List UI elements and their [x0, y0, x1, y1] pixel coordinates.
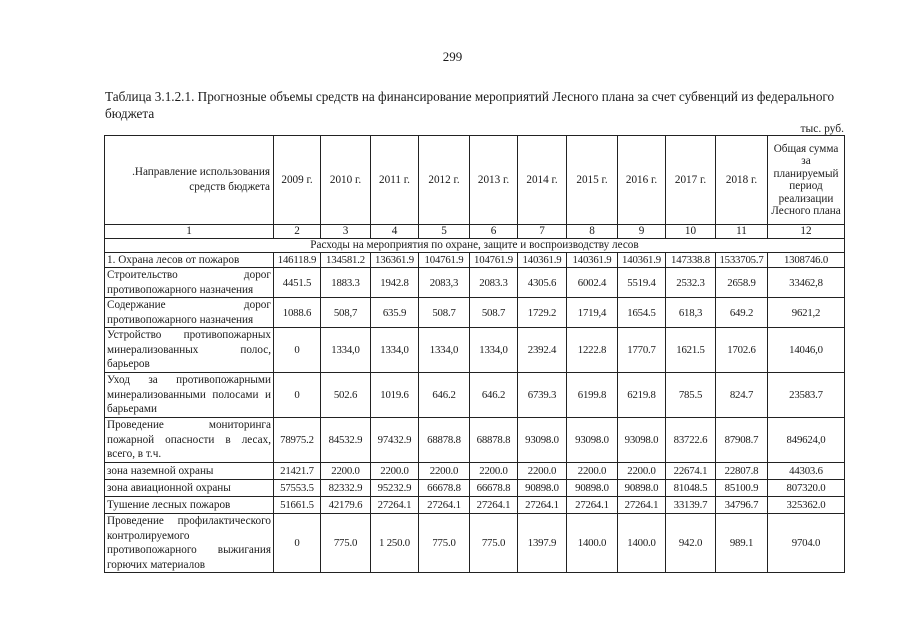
- cell-value: 775.0: [419, 514, 470, 573]
- cell-value: 508.7: [419, 298, 470, 328]
- row-label: Содержание дорог противопожарного назначения: [105, 298, 274, 328]
- cell-value: 1400.0: [618, 514, 666, 573]
- cell-value: 27264.1: [518, 497, 567, 514]
- cell-value: 1397.9: [518, 514, 567, 573]
- table-row: [105, 298, 845, 328]
- cell-value: 2200.0: [470, 463, 518, 480]
- cell-value: 78975.2: [274, 418, 321, 463]
- cell-value: 90898.0: [567, 480, 618, 497]
- cell-value: 1702.6: [716, 328, 768, 373]
- column-number: 10: [666, 225, 716, 239]
- cell-value: 85100.9: [716, 480, 768, 497]
- cell-value: 6219.8: [618, 373, 666, 418]
- cell-value: 34796.7: [716, 497, 768, 514]
- table-row: [105, 253, 845, 268]
- cell-value: 68878.8: [470, 418, 518, 463]
- header-year: 2009 г.: [274, 136, 321, 225]
- header-total: Общая сумма за планируемый период реализации Лесного плана: [768, 136, 845, 225]
- cell-value: 508,7: [321, 298, 371, 328]
- cell-value: 84532.9: [321, 418, 371, 463]
- column-number: 11: [716, 225, 768, 239]
- column-number: 7: [518, 225, 567, 239]
- cell-value: 2200.0: [321, 463, 371, 480]
- cell-value: 136361.9: [371, 253, 419, 268]
- row-label: Устройство противопожарных минерализованных полос, барьеров: [105, 328, 274, 373]
- cell-value: 1942.8: [371, 268, 419, 298]
- cell-value: 22807.8: [716, 463, 768, 480]
- table-row: [105, 418, 845, 463]
- cell-value: 1222.8: [567, 328, 618, 373]
- header-row: [105, 136, 845, 225]
- cell-value: 66678.8: [470, 480, 518, 497]
- cell-value: 44303.6: [768, 463, 845, 480]
- cell-value: 27264.1: [371, 497, 419, 514]
- cell-value: 66678.8: [419, 480, 470, 497]
- cell-value: 1883.3: [321, 268, 371, 298]
- cell-value: 649.2: [716, 298, 768, 328]
- row-label: Проведение мониторинга пожарной опасности в лесах, всего, в т.ч.: [105, 418, 274, 463]
- cell-value: 2083,3: [419, 268, 470, 298]
- cell-value: 68878.8: [419, 418, 470, 463]
- cell-value: 775.0: [470, 514, 518, 573]
- cell-value: 140361.9: [618, 253, 666, 268]
- header-year: 2017 г.: [666, 136, 716, 225]
- header-year: 2011 г.: [371, 136, 419, 225]
- cell-value: 1533705.7: [716, 253, 768, 268]
- header-direction: .Направление использования средств бюджета: [105, 136, 274, 225]
- column-number: 1: [105, 225, 274, 239]
- cell-value: 23583.7: [768, 373, 845, 418]
- cell-value: 140361.9: [567, 253, 618, 268]
- cell-value: 146118.9: [274, 253, 321, 268]
- cell-value: 1770.7: [618, 328, 666, 373]
- cell-value: 502.6: [321, 373, 371, 418]
- cell-value: 1621.5: [666, 328, 716, 373]
- cell-value: 83722.6: [666, 418, 716, 463]
- cell-value: 2083.3: [470, 268, 518, 298]
- cell-value: 2200.0: [567, 463, 618, 480]
- cell-value: 95232.9: [371, 480, 419, 497]
- cell-value: 87908.7: [716, 418, 768, 463]
- cell-value: 1654.5: [618, 298, 666, 328]
- row-label: 1. Охрана лесов от пожаров: [105, 253, 274, 268]
- cell-value: 104761.9: [470, 253, 518, 268]
- table-row: [105, 373, 845, 418]
- page-number: 299: [442, 49, 463, 64]
- cell-value: 27264.1: [618, 497, 666, 514]
- cell-value: 2392.4: [518, 328, 567, 373]
- cell-value: 849624,0: [768, 418, 845, 463]
- cell-value: 81048.5: [666, 480, 716, 497]
- header-year: 2013 г.: [470, 136, 518, 225]
- budget-table: [104, 135, 845, 573]
- cell-value: 42179.6: [321, 497, 371, 514]
- cell-value: 27264.1: [567, 497, 618, 514]
- cell-value: 6739.3: [518, 373, 567, 418]
- cell-value: 0: [274, 514, 321, 573]
- cell-value: 57553.5: [274, 480, 321, 497]
- cell-value: 33139.7: [666, 497, 716, 514]
- cell-value: 0: [274, 373, 321, 418]
- cell-value: 27264.1: [419, 497, 470, 514]
- cell-value: 775.0: [321, 514, 371, 573]
- cell-value: 635.9: [371, 298, 419, 328]
- cell-value: 140361.9: [518, 253, 567, 268]
- row-label: Уход за противопожарными минерализованными полосами и барьерами: [105, 373, 274, 418]
- cell-value: 1334,0: [419, 328, 470, 373]
- header-year: 2014 г.: [518, 136, 567, 225]
- cell-value: 51661.5: [274, 497, 321, 514]
- cell-value: 134581.2: [321, 253, 371, 268]
- column-number-row: [105, 225, 845, 239]
- cell-value: 27264.1: [470, 497, 518, 514]
- cell-value: 618,3: [666, 298, 716, 328]
- cell-value: 807320.0: [768, 480, 845, 497]
- cell-value: 1729.2: [518, 298, 567, 328]
- cell-value: 5519.4: [618, 268, 666, 298]
- cell-value: 93098.0: [618, 418, 666, 463]
- cell-value: 824.7: [716, 373, 768, 418]
- cell-value: 22674.1: [666, 463, 716, 480]
- section-row: [105, 239, 845, 253]
- cell-value: 1334,0: [470, 328, 518, 373]
- cell-value: 4451.5: [274, 268, 321, 298]
- row-label: Проведение профилактического контролируемого противопожарного выжигания горючих материалов: [105, 514, 274, 573]
- column-number: 12: [768, 225, 845, 239]
- row-label: Строительство дорог противопожарного назначения: [105, 268, 274, 298]
- column-number: 5: [419, 225, 470, 239]
- row-label: Тушение лесных пожаров: [105, 497, 274, 514]
- column-number: 8: [567, 225, 618, 239]
- table-row: [105, 328, 845, 373]
- cell-value: 9621,2: [768, 298, 845, 328]
- header-year: 2015 г.: [567, 136, 618, 225]
- column-number: 3: [321, 225, 371, 239]
- cell-value: 2532.3: [666, 268, 716, 298]
- cell-value: 104761.9: [419, 253, 470, 268]
- cell-value: 785.5: [666, 373, 716, 418]
- cell-value: 2200.0: [518, 463, 567, 480]
- cell-value: 1334,0: [371, 328, 419, 373]
- cell-value: 14046,0: [768, 328, 845, 373]
- cell-value: 646.2: [419, 373, 470, 418]
- column-number: 2: [274, 225, 321, 239]
- cell-value: 1088.6: [274, 298, 321, 328]
- units-label: тыс. руб.: [800, 123, 844, 135]
- column-number: 6: [470, 225, 518, 239]
- cell-value: 82332.9: [321, 480, 371, 497]
- cell-value: 6002.4: [567, 268, 618, 298]
- column-number: 9: [618, 225, 666, 239]
- header-year: 2010 г.: [321, 136, 371, 225]
- cell-value: 646.2: [470, 373, 518, 418]
- table-row: [105, 463, 845, 480]
- cell-value: 2200.0: [419, 463, 470, 480]
- cell-value: 4305.6: [518, 268, 567, 298]
- cell-value: 90898.0: [618, 480, 666, 497]
- column-number: 4: [371, 225, 419, 239]
- cell-value: 1719,4: [567, 298, 618, 328]
- cell-value: 21421.7: [274, 463, 321, 480]
- table-row: [105, 268, 845, 298]
- cell-value: 1400.0: [567, 514, 618, 573]
- row-label: зона авиационной охраны: [105, 480, 274, 497]
- cell-value: 1308746.0: [768, 253, 845, 268]
- header-year: 2016 г.: [618, 136, 666, 225]
- section-title: Расходы на мероприятия по охране, защите и воспроизводству лесов: [105, 239, 845, 253]
- cell-value: 147338.8: [666, 253, 716, 268]
- cell-value: 9704.0: [768, 514, 845, 573]
- cell-value: 1334,0: [321, 328, 371, 373]
- cell-value: 1 250.0: [371, 514, 419, 573]
- cell-value: 942.0: [666, 514, 716, 573]
- cell-value: 1019.6: [371, 373, 419, 418]
- cell-value: 508.7: [470, 298, 518, 328]
- table-caption: Таблица 3.1.2.1. Прогнозные объемы средств на финансирование мероприятий Лесного плана за счет субвенций из федерального бюджета: [105, 89, 835, 121]
- header-year: 2012 г.: [419, 136, 470, 225]
- cell-value: 90898.0: [518, 480, 567, 497]
- table-row: [105, 497, 845, 514]
- cell-value: 93098.0: [567, 418, 618, 463]
- cell-value: 33462,8: [768, 268, 845, 298]
- row-label: зона наземной охраны: [105, 463, 274, 480]
- header-year: 2018 г.: [716, 136, 768, 225]
- cell-value: 97432.9: [371, 418, 419, 463]
- cell-value: 2200.0: [618, 463, 666, 480]
- table-row: [105, 480, 845, 497]
- cell-value: 989.1: [716, 514, 768, 573]
- cell-value: 6199.8: [567, 373, 618, 418]
- cell-value: 0: [274, 328, 321, 373]
- cell-value: 2658.9: [716, 268, 768, 298]
- cell-value: 2200.0: [371, 463, 419, 480]
- cell-value: 325362.0: [768, 497, 845, 514]
- table-row: [105, 514, 845, 573]
- cell-value: 93098.0: [518, 418, 567, 463]
